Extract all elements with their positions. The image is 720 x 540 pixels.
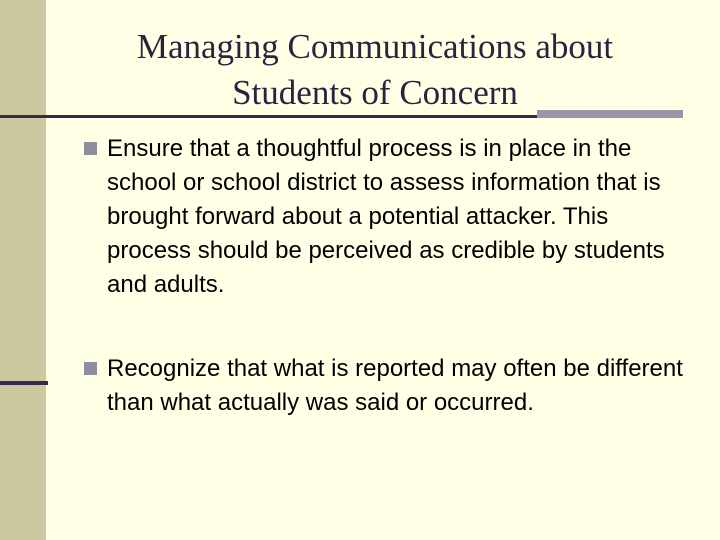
left-decorative-band [0,0,46,540]
left-band-marker [0,381,48,385]
bullet-text: Recognize that what is reported may often be different than what actually was said or occurred. [107,355,683,416]
slide-title [60,24,690,116]
square-bullet-icon [84,362,97,375]
title-rule-accent [537,110,683,118]
bullet-item [84,132,694,302]
bullet-item [84,352,694,420]
slide-title-line-2: Students of Concern [232,73,518,112]
bullet-text: Ensure that a thoughtful process is in place in the school or school district to assess information that is brought forward about a potential attacker. This process should be perceived as credible by students and adults. [107,135,665,298]
bullet-list [84,132,694,470]
slide-title-line-1: Managing Communications about [136,27,614,66]
square-bullet-icon [84,142,97,155]
